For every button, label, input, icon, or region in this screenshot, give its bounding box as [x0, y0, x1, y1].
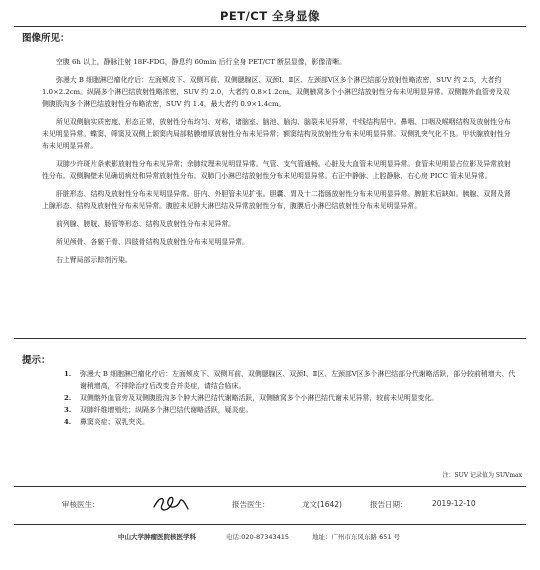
findings-paragraph: 前列腺、膀胱、肠管等形态、结构及放射性分布未见异常。: [56, 220, 236, 228]
hint-item: [64, 416, 516, 428]
hint-item: [64, 368, 516, 392]
hint-item: [64, 404, 516, 416]
hint-number: 4.: [64, 418, 72, 426]
phone: 电话:020-87343415: [226, 533, 290, 541]
hospital-name: 中山大学肿瘤医院核医学科: [118, 533, 196, 541]
findings-paragraph: 空腹 6h 以上，静脉注射 18F-FDG，静息约 60min 后行全身 PET/CT 断层显像，影像清晰。: [56, 58, 346, 66]
footer-divider: [14, 524, 526, 525]
section-divider: [14, 338, 526, 339]
hint-text: 鼻窦炎症；双乳突炎。: [80, 418, 149, 426]
reviewer-label: 审核医生：: [62, 500, 100, 509]
hint-number: 1.: [64, 370, 72, 378]
suv-note: 注：SUV 记录值为 SUVmax: [442, 472, 522, 479]
findings-paragraph: 双肺少许斑片条索影放射性分布未见异常；余肺纹理未见明显异常。气管、支气管通畅。心脏及大血管未见明显异常。食管未见明显占位影及异常放射性分布。双侧胸壁未见确切病灶和异常放射性分布。双肺门小淋巴结放射性分布未见明显异常。右正中静脉、上腔静脉、右心房 PICC 管未见异常。: [42, 160, 511, 180]
findings-paragraph: 肝脏形态、结构及放射性分布未见明显异常。肝内、外胆管未见扩张。胆囊、胃及十二指肠放射性分布未见明显异常。脾脏术后缺如。胰腺、双肾及肾上腺形态、结构及放射性分布未见异常。腹腔未见肿大淋巴结及异常放射性分布，腹膜后小淋巴结放射性分布未见明显异常。: [42, 190, 511, 210]
findings-paragraph: 所见颅骨、各躯干骨、四肢骨结构及放射性分布未见明显异常。: [56, 238, 249, 246]
signature-row: [0, 493, 540, 513]
reporter-name: 龙文(1642): [302, 500, 342, 509]
reviewer-signature: [150, 493, 192, 515]
hints-heading: 提示：: [22, 355, 51, 366]
address: 地址：广州市东风东路 651 号: [312, 533, 401, 541]
hint-text: 双侧髂外血管旁及双侧腹股沟多个肿大淋巴结代谢略活跃，双侧腋窝多个小淋巴结代谢未见异常，较前未见明显变化。: [80, 394, 439, 402]
report-date-label: 报告日期：: [370, 500, 408, 509]
findings-paragraph: 右上臂局部示踪剂污染。: [56, 256, 132, 264]
signature-divider: [14, 486, 526, 487]
hint-text: 双肺纤维增殖灶；纵隔多个淋巴结代谢略活跃，疑炎症。: [80, 406, 253, 414]
hints-list: [64, 368, 516, 428]
findings-paragraph: 所见双侧脑实质密度、形态正常，放射性分布均匀、对称，诸脑室、脑池、脑沟、脑裂未见异常，中线结构居中。鼻咽、口咽及喉咽结构及放射性分布未见明显异常。蝶窦、筛窦及双侧上颌窦内局部粘膜增厚放射性分布未见异常；额窦结构及放射性分布未见明显异常。双侧乳突气化不良。甲状腺放射性分布未见明显异常。: [42, 118, 511, 150]
hint-item: [64, 392, 516, 404]
findings-paragraph: 弥漫大 B 细胞淋巴瘤化疗后：左面颊皮下、双侧耳前、双侧腮腺区、双颈Ⅰ、Ⅱ区、左颈部Ⅴ区多个淋巴结部分放射性略浓密，SUV 约 2.5，大者约 1.0×2.2cm。纵隔多个淋巴结放射性略浓密，SUV 约 2.0，大者约 0.8×1.2cm。双侧腋窝多个小淋巴结放射性分布未见明显异常。双侧髂外血管旁及双侧腹股沟多个淋巴结放射性分布略浓密，SUV 约 1.4，最大者约 0.9×1.4cm。: [42, 76, 510, 108]
findings-heading: 图像所见：: [22, 33, 70, 44]
report-title: PET/CT 全身显像: [219, 9, 321, 23]
hint-number: 2.: [64, 394, 72, 402]
findings-section: [42, 56, 514, 272]
title-divider: [14, 26, 526, 27]
reporter-label: 报告医生：: [232, 500, 270, 509]
report-date: 2019-12-10: [432, 499, 476, 508]
hint-number: 3.: [64, 406, 72, 414]
hint-text: 弥漫大 B 细胞淋巴瘤化疗后：左面颊皮下、双侧耳前、双侧腮腺区、双颈Ⅰ、Ⅱ区、左颈部Ⅴ区多个淋巴结部分代谢略活跃，部分较前稍增大、代谢稍增高，不排除治疗后改变合并炎症，请结合临床。: [80, 370, 516, 390]
